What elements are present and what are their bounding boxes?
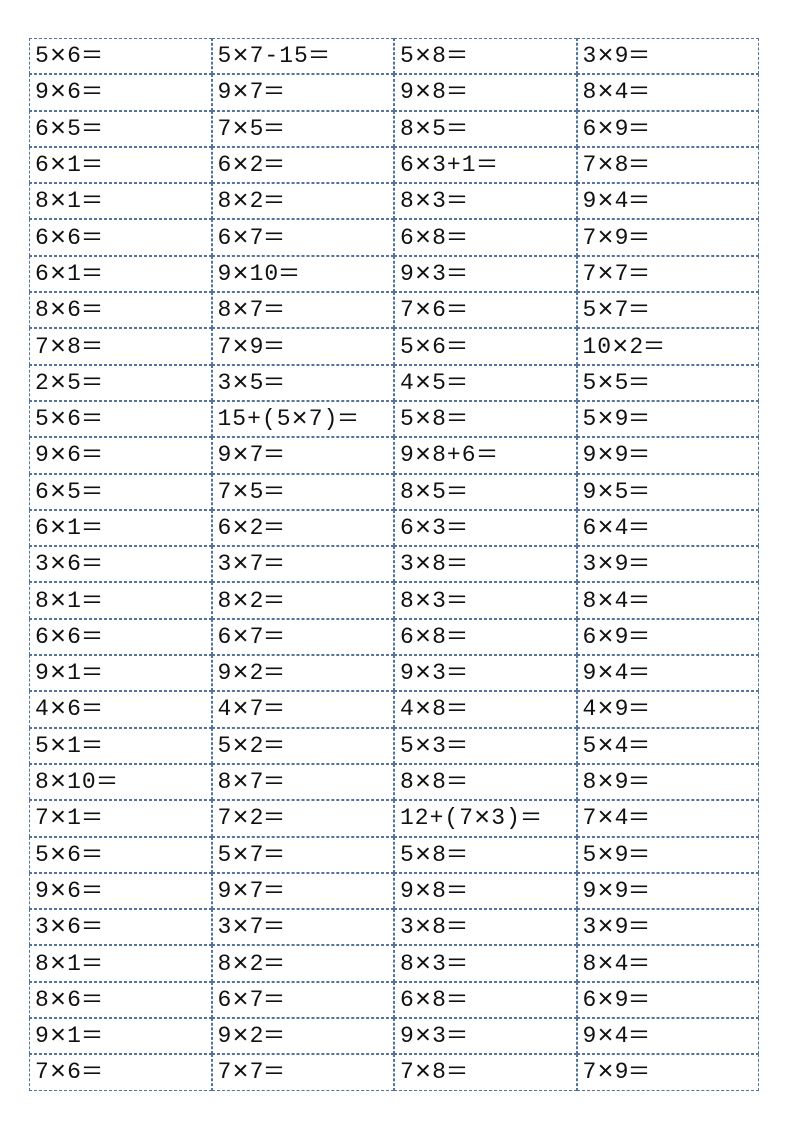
expression-cell: 3×7= bbox=[212, 546, 395, 582]
expression-cell: 6×3+1= bbox=[394, 147, 577, 183]
expression-cell: 8×1= bbox=[29, 183, 212, 219]
expression-cell: 6×1= bbox=[29, 256, 212, 292]
expression-cell: 8×10= bbox=[29, 764, 212, 800]
expression-cell: 5×7= bbox=[212, 837, 395, 873]
expression-cell: 8×1= bbox=[29, 945, 212, 981]
table-row bbox=[29, 474, 759, 510]
expression-cell: 5×6= bbox=[29, 38, 212, 74]
expression-cell: 4×8= bbox=[394, 691, 577, 727]
table-row bbox=[29, 219, 759, 255]
table-row bbox=[29, 873, 759, 909]
table-row bbox=[29, 619, 759, 655]
expression-cell: 5×6= bbox=[394, 328, 577, 364]
table-row bbox=[29, 945, 759, 981]
expression-cell: 6×3= bbox=[394, 510, 577, 546]
expression-cell: 8×3= bbox=[394, 183, 577, 219]
expression-cell: 3×9= bbox=[577, 909, 760, 945]
expression-cell: 6×8= bbox=[394, 982, 577, 1018]
expression-cell: 7×8= bbox=[394, 1054, 577, 1090]
table-row bbox=[29, 328, 759, 364]
expression-cell: 7×8= bbox=[29, 328, 212, 364]
expression-cell: 9×6= bbox=[29, 74, 212, 110]
expression-cell: 8×4= bbox=[577, 74, 760, 110]
table-row bbox=[29, 691, 759, 727]
expression-cell: 3×6= bbox=[29, 909, 212, 945]
table-row bbox=[29, 256, 759, 292]
expression-cell: 9×8= bbox=[394, 873, 577, 909]
expression-cell: 5×1= bbox=[29, 728, 212, 764]
expression-cell: 10×2= bbox=[577, 328, 760, 364]
expression-cell: 9×6= bbox=[29, 873, 212, 909]
expression-cell: 15+(5×7)= bbox=[212, 401, 395, 437]
expression-cell: 9×2= bbox=[212, 1018, 395, 1054]
expression-cell: 6×8= bbox=[394, 619, 577, 655]
expression-cell: 9×7= bbox=[212, 873, 395, 909]
expression-cell: 9×2= bbox=[212, 655, 395, 691]
table-row bbox=[29, 38, 759, 74]
expression-cell: 5×9= bbox=[577, 401, 760, 437]
expression-cell: 4×9= bbox=[577, 691, 760, 727]
expression-cell: 6×7= bbox=[212, 982, 395, 1018]
expression-cell: 6×2= bbox=[212, 147, 395, 183]
expression-cell: 5×2= bbox=[212, 728, 395, 764]
expression-cell: 8×8= bbox=[394, 764, 577, 800]
expression-cell: 5×6= bbox=[29, 401, 212, 437]
table-row bbox=[29, 365, 759, 401]
table-row bbox=[29, 183, 759, 219]
table-row bbox=[29, 292, 759, 328]
expression-cell: 8×2= bbox=[212, 945, 395, 981]
expression-cell: 9×1= bbox=[29, 655, 212, 691]
table-row bbox=[29, 800, 759, 836]
expression-cell: 9×9= bbox=[577, 873, 760, 909]
expression-cell: 8×5= bbox=[394, 111, 577, 147]
expression-cell: 9×4= bbox=[577, 183, 760, 219]
table-row bbox=[29, 74, 759, 110]
expression-cell: 3×7= bbox=[212, 909, 395, 945]
table-row bbox=[29, 546, 759, 582]
expression-cell: 9×3= bbox=[394, 655, 577, 691]
expression-cell: 4×7= bbox=[212, 691, 395, 727]
expression-cell: 5×9= bbox=[577, 837, 760, 873]
expression-cell: 8×2= bbox=[212, 183, 395, 219]
expression-cell: 12+(7×3)= bbox=[394, 800, 577, 836]
expression-cell: 7×9= bbox=[577, 219, 760, 255]
expression-cell: 6×1= bbox=[29, 147, 212, 183]
expression-cell: 7×2= bbox=[212, 800, 395, 836]
expression-cell: 7×7= bbox=[212, 1054, 395, 1090]
expression-cell: 8×5= bbox=[394, 474, 577, 510]
expression-cell: 8×4= bbox=[577, 945, 760, 981]
expression-cell: 9×3= bbox=[394, 256, 577, 292]
expression-cell: 6×2= bbox=[212, 510, 395, 546]
expression-cell: 9×4= bbox=[577, 655, 760, 691]
expression-cell: 3×8= bbox=[394, 909, 577, 945]
table-row bbox=[29, 147, 759, 183]
expression-cell: 7×9= bbox=[212, 328, 395, 364]
expression-cell: 3×5= bbox=[212, 365, 395, 401]
expression-cell: 8×2= bbox=[212, 582, 395, 618]
table-row bbox=[29, 655, 759, 691]
expression-cell: 6×6= bbox=[29, 619, 212, 655]
expression-cell: 6×5= bbox=[29, 111, 212, 147]
expression-cell: 9×10= bbox=[212, 256, 395, 292]
expression-cell: 9×7= bbox=[212, 74, 395, 110]
expression-cell: 9×8= bbox=[394, 74, 577, 110]
expression-cell: 7×4= bbox=[577, 800, 760, 836]
expression-cell: 7×6= bbox=[394, 292, 577, 328]
expression-cell: 7×5= bbox=[212, 474, 395, 510]
expression-cell: 8×6= bbox=[29, 982, 212, 1018]
table-row bbox=[29, 401, 759, 437]
expression-cell: 8×4= bbox=[577, 582, 760, 618]
expression-cell: 6×4= bbox=[577, 510, 760, 546]
expression-cell: 8×7= bbox=[212, 292, 395, 328]
multiplication-worksheet-table bbox=[29, 38, 759, 1091]
worksheet-table-body bbox=[29, 38, 759, 1091]
expression-cell: 7×5= bbox=[212, 111, 395, 147]
expression-cell: 6×7= bbox=[212, 619, 395, 655]
expression-cell: 9×3= bbox=[394, 1018, 577, 1054]
expression-cell: 2×5= bbox=[29, 365, 212, 401]
expression-cell: 9×5= bbox=[577, 474, 760, 510]
expression-cell: 9×4= bbox=[577, 1018, 760, 1054]
expression-cell: 9×1= bbox=[29, 1018, 212, 1054]
expression-cell: 9×9= bbox=[577, 437, 760, 473]
expression-cell: 3×9= bbox=[577, 38, 760, 74]
expression-cell: 6×9= bbox=[577, 111, 760, 147]
expression-cell: 6×9= bbox=[577, 982, 760, 1018]
table-row bbox=[29, 1054, 759, 1090]
expression-cell: 6×1= bbox=[29, 510, 212, 546]
expression-cell: 6×5= bbox=[29, 474, 212, 510]
expression-cell: 8×6= bbox=[29, 292, 212, 328]
expression-cell: 5×7= bbox=[577, 292, 760, 328]
table-row bbox=[29, 437, 759, 473]
expression-cell: 5×5= bbox=[577, 365, 760, 401]
table-row bbox=[29, 510, 759, 546]
expression-cell: 5×6= bbox=[29, 837, 212, 873]
expression-cell: 8×7= bbox=[212, 764, 395, 800]
expression-cell: 3×6= bbox=[29, 546, 212, 582]
expression-cell: 6×9= bbox=[577, 619, 760, 655]
expression-cell: 9×6= bbox=[29, 437, 212, 473]
expression-cell: 5×7-15= bbox=[212, 38, 395, 74]
expression-cell: 6×8= bbox=[394, 219, 577, 255]
expression-cell: 5×3= bbox=[394, 728, 577, 764]
expression-cell: 6×7= bbox=[212, 219, 395, 255]
table-row bbox=[29, 111, 759, 147]
expression-cell: 3×8= bbox=[394, 546, 577, 582]
table-row bbox=[29, 982, 759, 1018]
table-row bbox=[29, 837, 759, 873]
expression-cell: 7×6= bbox=[29, 1054, 212, 1090]
table-row bbox=[29, 1018, 759, 1054]
expression-cell: 3×9= bbox=[577, 546, 760, 582]
expression-cell: 5×8= bbox=[394, 401, 577, 437]
table-row bbox=[29, 582, 759, 618]
expression-cell: 9×7= bbox=[212, 437, 395, 473]
expression-cell: 8×3= bbox=[394, 582, 577, 618]
expression-cell: 8×9= bbox=[577, 764, 760, 800]
expression-cell: 4×5= bbox=[394, 365, 577, 401]
expression-cell: 8×1= bbox=[29, 582, 212, 618]
expression-cell: 5×4= bbox=[577, 728, 760, 764]
expression-cell: 5×8= bbox=[394, 837, 577, 873]
table-row bbox=[29, 728, 759, 764]
expression-cell: 7×7= bbox=[577, 256, 760, 292]
expression-cell: 7×9= bbox=[577, 1054, 760, 1090]
expression-cell: 4×6= bbox=[29, 691, 212, 727]
expression-cell: 8×3= bbox=[394, 945, 577, 981]
expression-cell: 9×8+6= bbox=[394, 437, 577, 473]
expression-cell: 7×8= bbox=[577, 147, 760, 183]
table-row bbox=[29, 764, 759, 800]
expression-cell: 5×8= bbox=[394, 38, 577, 74]
expression-cell: 7×1= bbox=[29, 800, 212, 836]
expression-cell: 6×6= bbox=[29, 219, 212, 255]
table-row bbox=[29, 909, 759, 945]
